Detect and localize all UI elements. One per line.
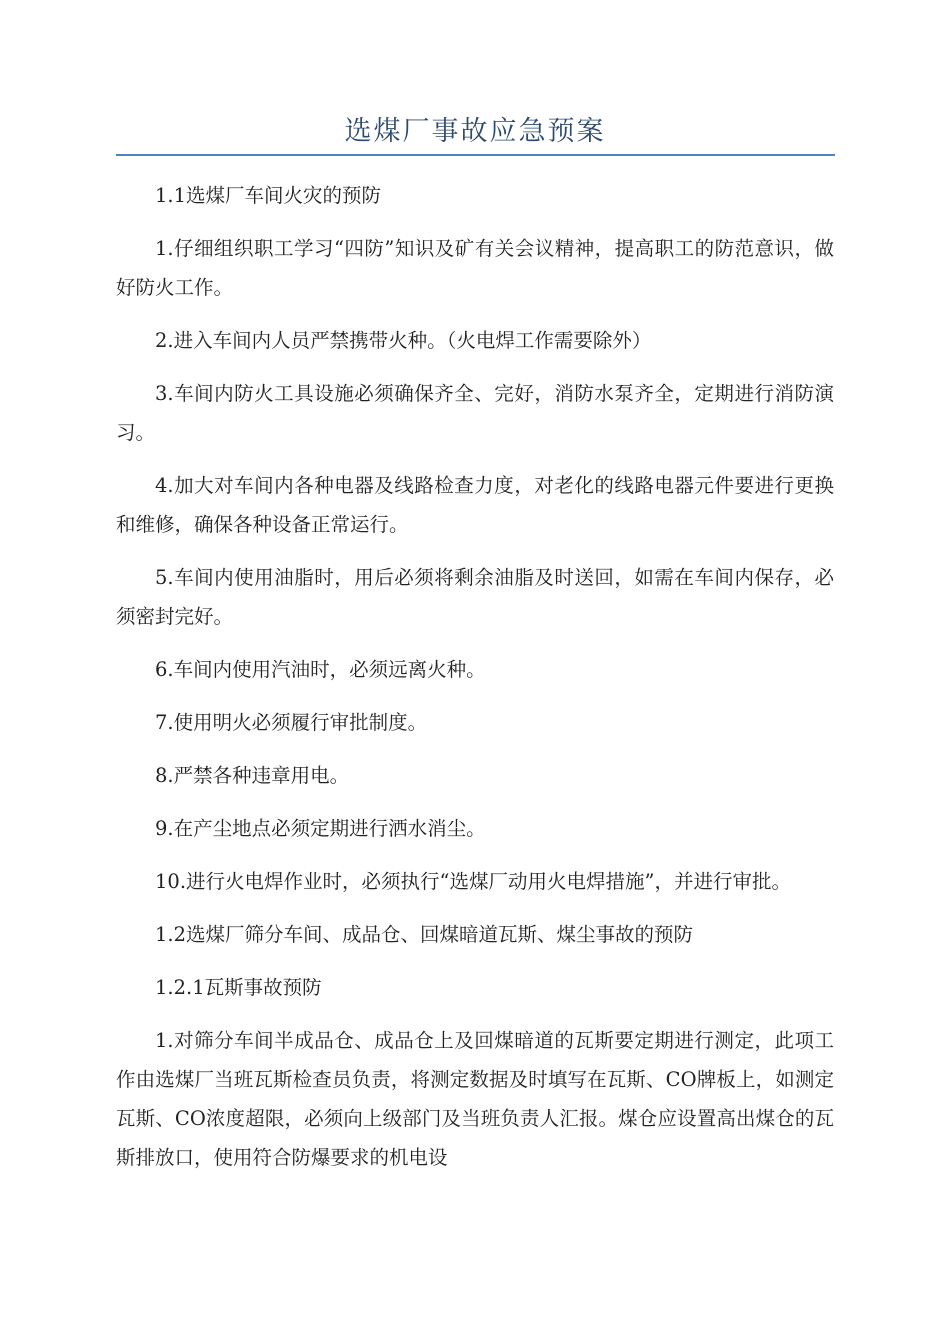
paragraph-item-7: 7.使用明火必须履行审批制度。 [155,711,428,734]
paragraph-item-2: 2.进入车间内人员严禁携带火种。（火电焊工作需要除外） [155,329,652,352]
section-heading-1-2: 1.2选煤厂筛分车间、成品仓、回煤暗道瓦斯、煤尘事故的预防 [155,923,694,946]
section-heading-1-1: 1.1选煤厂车间火灾的预防 [155,184,382,207]
title-underline [116,154,835,156]
paragraph-item-5: 5.车间内使用油脂时，用后必须将剩余油脂及时送回，如需在车间内保存，必须密封完好。 [116,566,834,628]
paragraph-item-10: 10.进行火电焊作业时，必须执行“选煤厂动用火电焊措施”，并进行审批。 [155,870,791,893]
subsection-heading-1-2-1: 1.2.1瓦斯事故预防 [155,976,322,999]
paragraph-item-6: 6.车间内使用汽油时，必须远离火种。 [155,658,486,681]
paragraph-item-9: 9.在产尘地点必须定期进行洒水消尘。 [155,817,486,840]
document-body [116,176,834,1191]
paragraph-gas-item-1: 1.对筛分车间半成品仓、成品仓上及回煤暗道的瓦斯要定期进行测定，此项工作由选煤厂当班瓦斯检查员负责，将测定数据及时填写在瓦斯、CO牌板上，如测定瓦斯、CO浓度超限，必须向上级部门及当班负责人汇报。煤仓应设置高出煤仓的瓦斯排放口，使用符合防爆要求的机电设 [116,1029,834,1169]
paragraph-item-1: 1.仔细组织职工学习“四防”知识及矿有关会议精神，提高职工的防范意识，做好防火工作。 [116,237,834,299]
paragraph-item-4: 4.加大对车间内各种电器及线路检查力度，对老化的线路电器元件要进行更换和维修，确保各种设备正常运行。 [116,474,834,536]
document-title: 选煤厂事故应急预案 [344,116,606,147]
paragraph-item-8: 8.严禁各种违章用电。 [155,764,350,787]
paragraph-item-3: 3.车间内防火工具设施必须确保齐全、完好，消防水泵齐全，定期进行消防演习。 [116,382,834,444]
